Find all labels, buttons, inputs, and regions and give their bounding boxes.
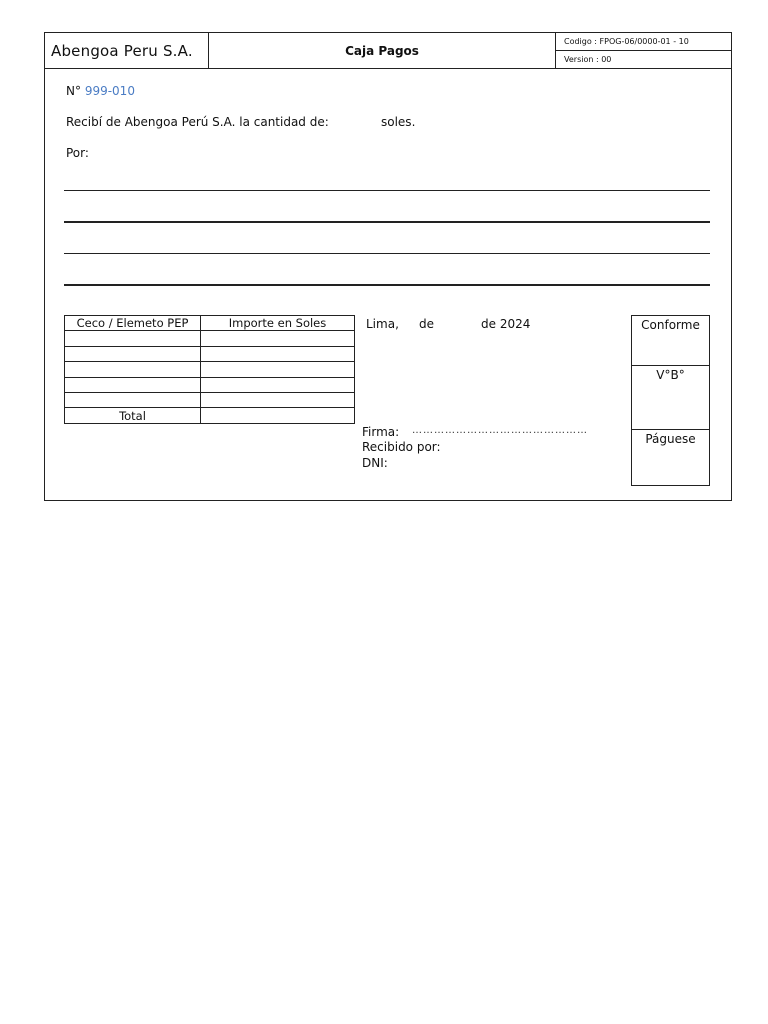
ceco-cell[interactable] xyxy=(65,377,201,392)
table-row xyxy=(65,377,355,392)
column-header-importe: Importe en Soles xyxy=(201,316,355,331)
table-row xyxy=(65,392,355,407)
concept-line-3[interactable] xyxy=(64,253,710,254)
received-amount-text: Recibí de Abengoa Perú S.A. la cantidad de: xyxy=(66,115,329,129)
importe-cell[interactable] xyxy=(201,346,355,361)
approval-vobo[interactable] xyxy=(632,365,709,429)
document-title: Caja Pagos xyxy=(209,33,556,68)
concept-line-4[interactable] xyxy=(64,284,710,286)
table-row xyxy=(65,362,355,377)
column-header-ceco: Ceco / Elemeto PEP xyxy=(65,316,201,331)
table-row xyxy=(65,331,355,346)
signature-label: Firma: xyxy=(362,425,400,439)
ceco-cell[interactable] xyxy=(65,392,201,407)
importe-cell[interactable] xyxy=(201,331,355,346)
concept-label: Por: xyxy=(66,146,89,160)
date-de: de xyxy=(419,317,434,331)
signature-line[interactable]: ………………………………………… xyxy=(412,425,588,436)
approval-conforme[interactable] xyxy=(632,316,709,365)
approval-conforme-label: Conforme xyxy=(641,318,700,332)
receipt-number-label: N° xyxy=(66,84,81,98)
document-code: Codigo : FPOG-06/0000-01 - 10 xyxy=(564,37,689,46)
ceco-cell[interactable] xyxy=(65,331,201,346)
approval-paguese-label: Páguese xyxy=(645,432,696,446)
receipt-number-value: 999-010 xyxy=(84,84,135,98)
approval-boxes xyxy=(631,315,710,486)
cost-center-table xyxy=(64,315,355,424)
concept-line-2[interactable] xyxy=(64,221,710,223)
importe-cell[interactable] xyxy=(201,377,355,392)
importe-cell[interactable] xyxy=(201,362,355,377)
dni-label: DNI: xyxy=(362,456,388,470)
receipt-number xyxy=(66,84,135,98)
company-name: Abengoa Peru S.A. xyxy=(45,33,209,68)
date-city: Lima, xyxy=(366,317,399,331)
table-header-row xyxy=(65,316,355,331)
document-version: Version : 00 xyxy=(556,50,731,68)
currency-text: soles. xyxy=(381,115,416,129)
document-meta xyxy=(556,33,731,68)
date-year: de 2024 xyxy=(481,317,531,331)
concept-line-1[interactable] xyxy=(64,190,710,191)
ceco-cell[interactable] xyxy=(65,346,201,361)
total-label: Total xyxy=(65,408,201,423)
document-header xyxy=(44,32,732,69)
table-row xyxy=(65,346,355,361)
importe-cell[interactable] xyxy=(201,392,355,407)
approval-paguese[interactable] xyxy=(632,429,709,485)
approval-vobo-label: V°B° xyxy=(656,368,685,382)
ceco-cell[interactable] xyxy=(65,362,201,377)
received-by-label: Recibido por: xyxy=(362,440,441,454)
total-row xyxy=(65,408,355,423)
total-value-cell[interactable] xyxy=(201,408,355,423)
